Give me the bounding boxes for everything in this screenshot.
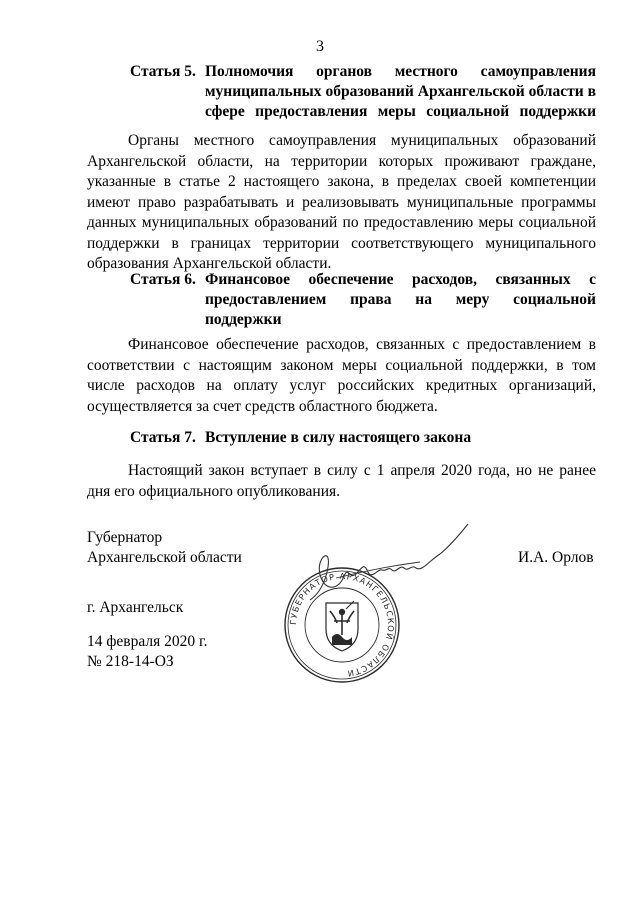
article-label: Статья 6. bbox=[130, 271, 196, 288]
city: г. Архангельск bbox=[87, 599, 184, 616]
article-title: Вступление в силу настоящего закона bbox=[205, 429, 472, 446]
document-number: № 218-14-ОЗ bbox=[87, 653, 174, 670]
signatory-position bbox=[87, 528, 242, 568]
article-6-body: Финансовое обеспечение расходов, связанных с предоставлением в соответствии с настоящим законом меры социальной поддержки, в том числе расходов на оплату услуг российских кредитных организаций, осуществляется за счет средств областного бюджета. bbox=[87, 336, 596, 415]
article-title: Финансовое обеспечение расходов, связанных с предоставлением права на меру социальной поддержки bbox=[205, 271, 596, 328]
position-line-2: Архангельской области bbox=[87, 549, 242, 566]
handwritten-signature bbox=[300, 520, 475, 605]
page-number: 3 bbox=[316, 38, 324, 55]
article-title: Полномочия органов местного самоуправления муниципальных образований Архангельской области в сфере предоставления меры социальной поддержки bbox=[205, 63, 596, 120]
svg-text:ГУБЕРНАТОР АРХАНГЕЛЬСКОЙ ОБЛАС: ГУБЕРНАТОР АРХАНГЕЛЬСКОЙ ОБЛАСТИ bbox=[287, 570, 397, 679]
article-label: Статья 7. bbox=[130, 429, 196, 446]
article-7-heading bbox=[130, 428, 596, 448]
position-line-1: Губернатор bbox=[87, 529, 163, 546]
document-date: 14 февраля 2020 г. bbox=[87, 633, 208, 650]
article-5-body: Органы местного самоуправления муниципальных образований Архангельской области, на территории которых проживают граждане, указанные в статье 2 настоящего закона, в пределах своей компетенции имеют право разрабатывать и реализовывать муниципальные программы данных муниципальных образований по предоставлению меры социальной поддержки в границах территории соответствующего муниципального образования Архангельской области. bbox=[87, 132, 596, 272]
article-7-body: Настоящий закон вступает в силу с 1 апреля 2020 года, но не ранее дня его официального опубликования. bbox=[87, 462, 596, 500]
article-5-heading bbox=[130, 62, 596, 122]
article-label: Статья 5. bbox=[130, 63, 196, 80]
document-date-block bbox=[87, 632, 207, 672]
signatory-name: И.А. Орлов bbox=[518, 549, 594, 566]
article-6-heading bbox=[130, 270, 596, 330]
